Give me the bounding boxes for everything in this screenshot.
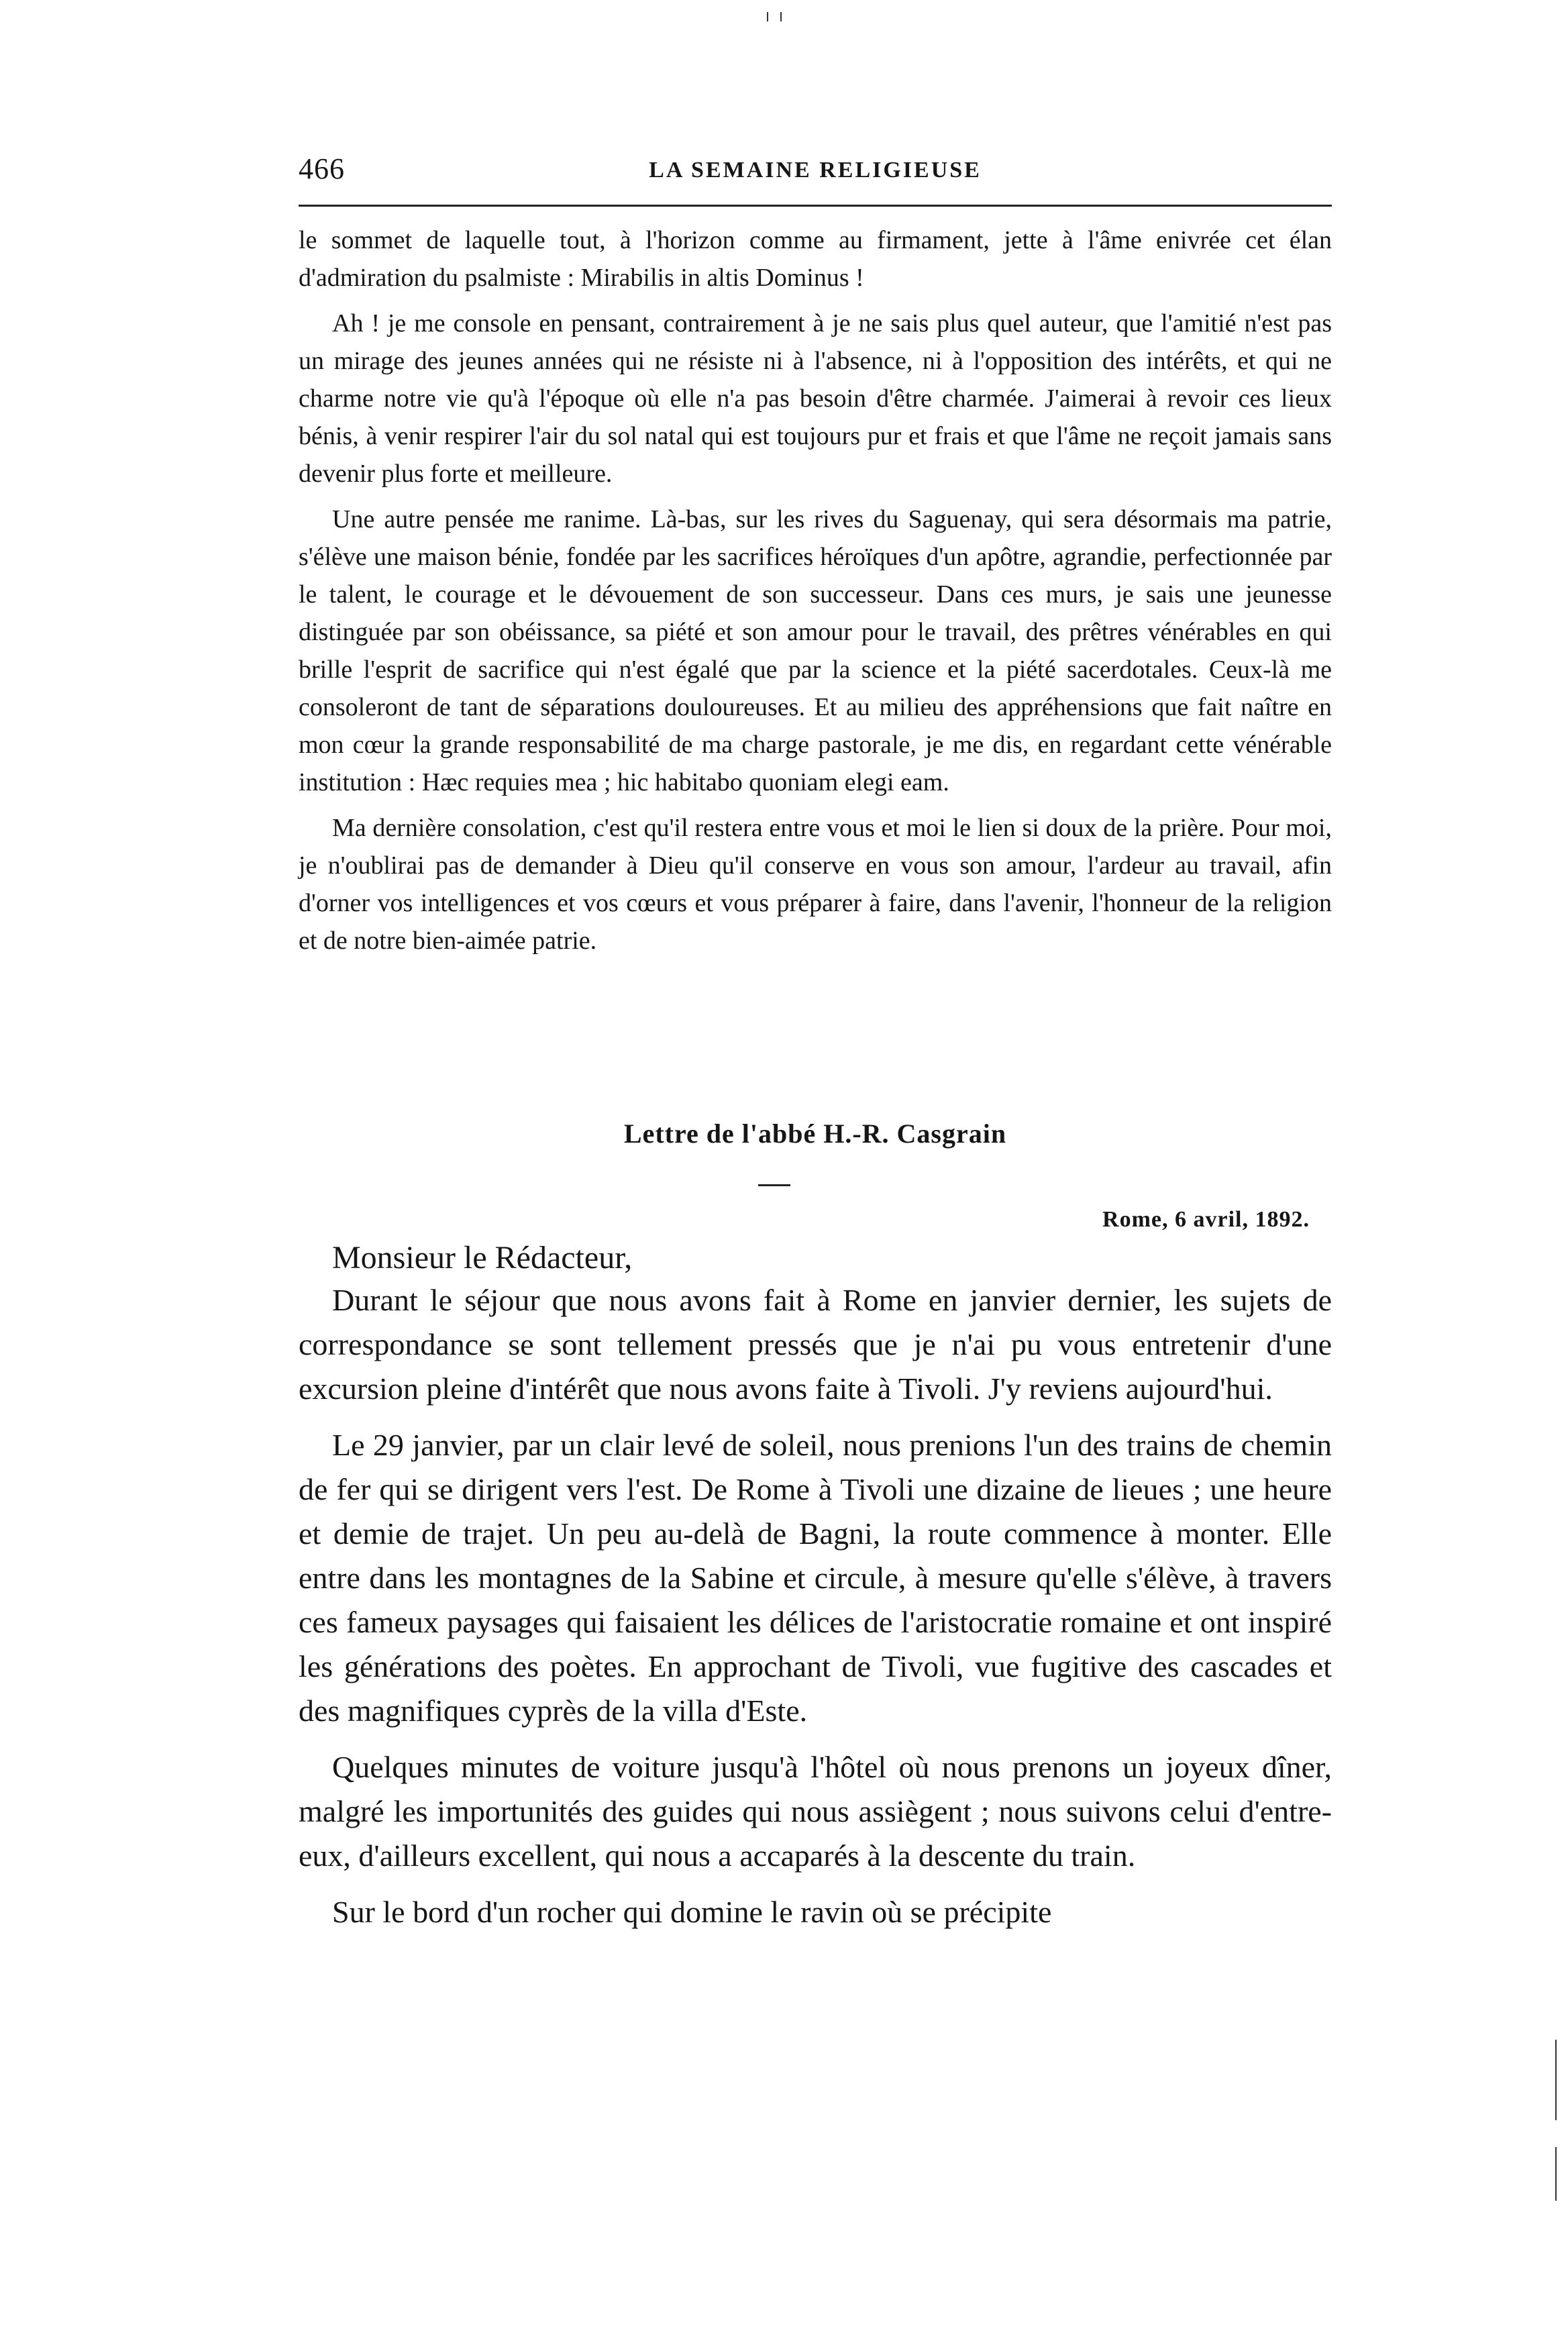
scan-edge-mark <box>780 12 782 21</box>
letter-salutation: Monsieur le Rédacteur, <box>332 1240 633 1275</box>
running-title: LA SEMAINE RELIGIEUSE <box>649 158 982 182</box>
header-rule <box>299 205 1332 207</box>
paragraph: Durant le séjour que nous avons fait à Rome en janvier dernier, les sujets de correspondance se sont tellement pressés que je n'ai pu vous entretenir d'une excursion pleine d'intérêt que nous avons faite à Tivoli. J'y reviens aujourd'hui. <box>299 1283 1332 1406</box>
article-continuation <box>299 221 1332 968</box>
page-header <box>299 149 1332 189</box>
paragraph: Le 29 janvier, par un clair levé de soleil, nous prenions l'un des trains de chemin de fer qui se dirigent vers l'est. De Rome à Tivoli une dizaine de lieues ; une heure et demie de trajet. Un peu au-delà de Bagni, la route commence à monter. Elle entre dans les montagnes de la Sabine et circule, à mesure qu'elle s'élève, à travers ces fameux paysages qui faisaient les délices de l'aristocratie romaine et ont inspiré les générations des poètes. En approchant de Tivoli, vue fugitive des cascades et des magnifiques cyprès de la villa d'Este. <box>299 1428 1332 1728</box>
page-number: 466 <box>299 152 345 185</box>
letter-body <box>299 1278 1332 1946</box>
letter-dateline: Rome, 6 avril, 1892. <box>1102 1207 1310 1232</box>
scan-edge-mark <box>1555 2147 1557 2201</box>
paragraph: Ah ! je me console en pensant, contrairement à je ne sais plus quel auteur, que l'amitié n'est pas un mirage des jeunes années qui ne résiste ni à l'absence, ni à l'opposition des intérêts, et qui ne charme notre vie qu'à l'époque où elle n'a pas besoin d'être charmée. J'aimerai à revoir ces lieux bénis, à venir respirer l'air du sol natal qui est toujours pur et frais et que l'âme ne reçoit jamais sans devenir plus forte et meilleure. <box>299 309 1332 488</box>
paragraph: Sur le bord d'un rocher qui domine le ravin où se précipite <box>332 1895 1052 1929</box>
paragraph: Ma dernière consolation, c'est qu'il restera entre vous et moi le lien si doux de la prière. Pour moi, je n'oublirai pas de demander à Dieu qu'il conserve en vous son amour, l'ardeur au travail, afin d'orner vos intelligences et vos cœurs et vous préparer à faire, dans l'avenir, l'honneur de la religion et de notre bien-aimée patrie. <box>299 814 1332 955</box>
scan-edge-mark <box>767 12 768 21</box>
paragraph: Quelques minutes de voiture jusqu'à l'hôtel où nous prenons un joyeux dîner, malgré les importunités des guides qui nous assiègent ; nous suivons celui d'entre-eux, d'ailleurs excellent, qui nous a accaparés à la descente du train. <box>299 1750 1332 1873</box>
paragraph: Une autre pensée me ranime. Là-bas, sur les rives du Saguenay, qui sera désormais ma patrie, s'élève une maison bénie, fondée par les sacrifices héroïques d'un apôtre, agrandie, perfectionnée par le talent, le courage et le dévouement de son successeur. Dans ces murs, je sais une jeunesse distinguée par son obéissance, sa piété et son amour pour le travail, des prêtres vénérables en qui brille l'esprit de sacrifice qui n'est égalé que par la science et la piété sacerdotales. Ceux-là me consoleront de tant de séparations douloureuses. Et au milieu des appréhensions que fait naître en mon cœur la grande responsabilité de ma charge pastorale, je me dis, en regardant cette vénérable institution : Hæc requies mea ; hic habitabo quoniam elegi eam. <box>299 505 1332 796</box>
section-dash <box>758 1184 790 1186</box>
scan-edge-mark <box>1555 2040 1557 2120</box>
paragraph: le sommet de laquelle tout, à l'horizon comme au firmament, jette à l'âme enivrée cet élan d'admiration du psalmiste : Mirabilis in altis Dominus ! <box>299 226 1332 292</box>
letter-heading: Lettre de l'abbé H.-R. Casgrain <box>623 1118 1007 1149</box>
